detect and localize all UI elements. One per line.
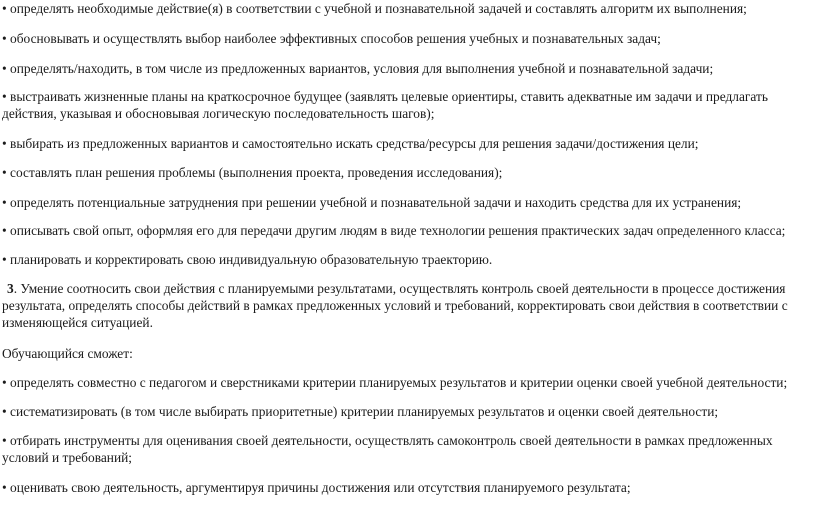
bullet-item: • выстраивать жизненные планы на краткосрочное будущее (заявлять целевые ориентиры, ставить адекватные им задачи и предлагать bbox=[2, 89, 768, 104]
bullet-item: • определять совместно с педагогом и сверстниками критерии планируемых результатов и критерии оценки своей учебной деятельности; bbox=[2, 375, 788, 390]
bullet-item: • обосновывать и осуществлять выбор наиболее эффективных способов решения учебных и познавательных задач; bbox=[2, 31, 661, 46]
bullet-item: • оценивать свою деятельность, аргументируя причины достижения или отсутствия планируемого результата; bbox=[2, 480, 631, 495]
section-heading bbox=[7, 280, 785, 297]
bullet-item: • описывать свой опыт, оформляя его для передачи другим людям в виде технологии решения практических задач определенного класса; bbox=[2, 223, 786, 238]
lead-text: Обучающийся сможет: bbox=[2, 346, 133, 361]
bullet-item: • выбирать из предложенных вариантов и самостоятельно искать средства/ресурсы для решения задачи/достижения цели; bbox=[2, 136, 699, 151]
section-text: . Умение соотносить свои действия с планируемыми результатами, осуществлять контроль своей деятельности в процессе достижения bbox=[13, 281, 786, 296]
bullet-item: • отбирать инструменты для оценивания своей деятельности, осуществлять самоконтроль своей деятельности в рамках предложенных bbox=[2, 433, 773, 448]
bullet-item: • систематизировать (в том числе выбирать приоритетные) критерии планируемых результатов и оценки своей деятельности; bbox=[2, 404, 719, 419]
section-number: 3 bbox=[7, 281, 14, 296]
section-text-continuation: результата, определять способы действий в рамках предложенных условий и требований, корректировать свои действия в соответствии с bbox=[2, 298, 788, 313]
bullet-item: • определять необходимые действие(я) в соответствии с учебной и познавательной задачей и составлять алгоритм их выполнения; bbox=[2, 1, 747, 16]
bullet-item: • планировать и корректировать свою индивидуальную образовательную траекторию. bbox=[2, 252, 493, 267]
section-text-continuation: изменяющейся ситуацией. bbox=[2, 315, 153, 330]
bullet-item-continuation: действия, указывая и обосновывая логическую последовательность шагов); bbox=[2, 106, 435, 121]
bullet-item: • определять/находить, в том числе из предложенных вариантов, условия для выполнения учебной и познавательной задачи; bbox=[2, 61, 714, 76]
bullet-item-continuation: условий и требований; bbox=[2, 450, 133, 465]
bullet-item: • составлять план решения проблемы (выполнения проекта, проведения исследования); bbox=[2, 165, 503, 180]
bullet-item: • определять потенциальные затруднения при решении учебной и познавательной задачи и находить средства для их устранения; bbox=[2, 195, 742, 210]
